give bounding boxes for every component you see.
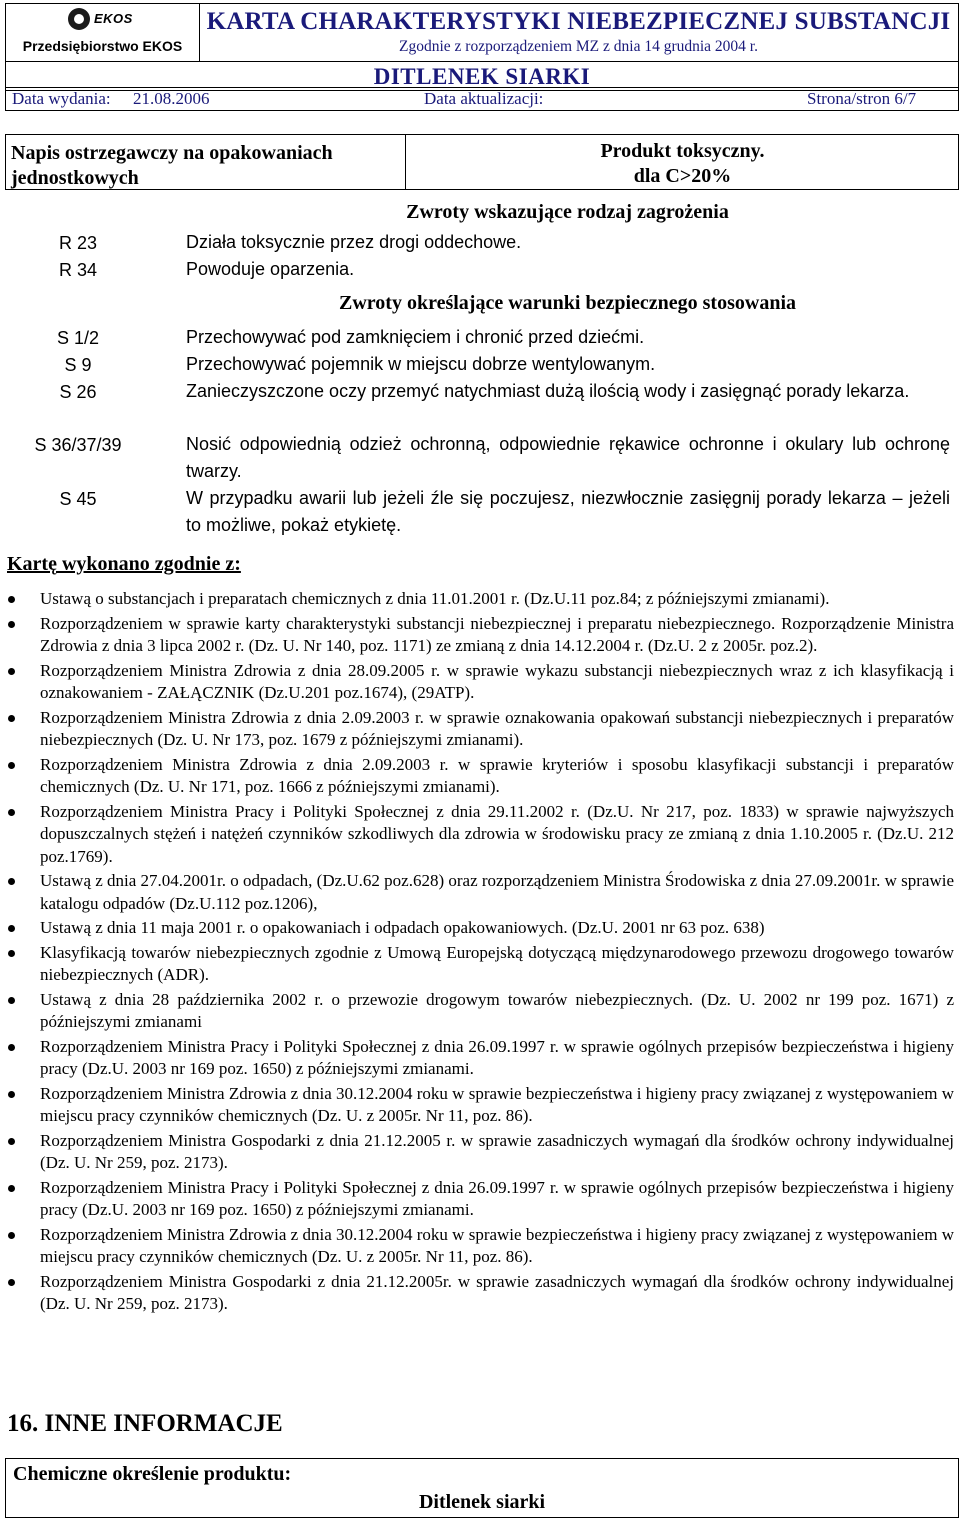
list-item: Rozporządzeniem Ministra Pracy i Polityki Społecznej z dnia 26.09.1997 r. w sprawie ogólnych przepisów bezpieczeństwa i higieny pracy (Dz.U. 2003 nr 169 poz. 1650) z późniejszymi zmianami. [0,1177,960,1222]
r-phrases-heading: Zwroty wskazujące rodzaj zagrożenia [406,201,729,223]
made-according-label: Kartę wykonano zgodnie z: [7,553,241,575]
s-phrase-text: Przechowywać pojemnik w miejscu dobrze wentylowanym. [186,354,656,374]
s-phrase-code: S 1/2 [56,328,100,348]
bullet-icon [8,668,15,675]
bullet-icon [8,809,15,816]
issue-date-label: Data wydania: [12,89,111,108]
regulations-list [0,588,960,1318]
bullet-icon [8,878,15,885]
list-item: Rozporządzeniem Ministra Zdrowia z dnia 28.09.2005 r. w sprawie wykazu substancji niebezpiecznych wraz z ich klasyfikacją i oznakowaniem - ZAŁĄCZNIK (Dz.U.201 poz.1674), (29ATP). [0,660,960,705]
chemical-name-label: Chemiczne określenie produktu: [13,1463,292,1485]
section-16-heading: 16. INNE INFORMACJE [7,1410,283,1437]
bullet-icon [8,1044,15,1051]
bullet-icon [8,925,15,932]
substance-name: DITLENEK SIARKI [373,64,591,89]
company-cell [6,4,200,61]
bullet-icon [8,621,15,628]
r-phrase-code: R 34 [58,260,98,280]
warning-product-line1: Produkt toksyczny. [600,140,765,162]
list-item: Ustawą o substancjach i preparatach chemicznych z dnia 11.01.2001 r. (Dz.U.11 poz.84; z późniejszymi zmianami). [0,588,960,611]
list-item: Rozporządzeniem Ministra Zdrowia z dnia 2.09.2003 r. w sprawie oznakowania opakowań substancji niebezpiecznych i preparatów niebezpiecznych (Dz. U. Nr 173, poz. 1679 z późniejszymi zmianami). [0,707,960,752]
s-phrase-code: S 26 [59,382,97,402]
list-item: Rozporządzeniem Ministra Zdrowia z dnia 30.12.2004 roku w sprawie bezpieczeństwa i higieny pracy związanej z występowaniem w miejscu pracy czynników chemicznych (Dz. U. z 2005r. Nr 11, poz. 86). [0,1083,960,1128]
s-phrases-heading: Zwroty określające warunki bezpiecznego stosowania [338,292,796,314]
bullet-icon [8,762,15,769]
s-phrase-code: S 36/37/39 [34,435,122,455]
s-phrase-code: S 9 [64,355,92,375]
ekos-logo [68,8,133,32]
list-item: Rozporządzeniem Ministra Zdrowia z dnia 30.12.2004 roku w sprawie bezpieczeństwa i higieny pracy związanej z występowaniem w miejscu pracy czynników chemicznych (Dz. U. z 2005r. Nr 11, poz. 86). [0,1224,960,1269]
list-item: Rozporządzeniem Ministra Gospodarki z dnia 21.12.2005 r. w sprawie zasadniczych wymagań dla środków ochrony indywidualnej (Dz. U. Nr 259, poz. 2173). [0,1130,960,1175]
logo-text: EKOS [94,11,133,26]
warning-product [407,139,958,189]
list-item: Ustawą z dnia 27.04.2001r. o odpadach, (Dz.U.62 poz.628) oraz rozporządzeniem Ministra Środowiska z dnia 27.09.2001r. w sprawie katalogu odpadów (Dz.U.112 poz.1206), [0,870,960,915]
warning-label: Napis ostrzegawczy na opakowaniach jednostkowych [6,135,406,189]
r-phrase-text: Działa toksycznie przez drogi oddechowe. [186,232,522,252]
list-item: Ustawą z dnia 11 maja 2001 r. o opakowaniach i odpadach opakowaniowych. (Dz.U. 2001 nr 63 poz. 638) [0,917,960,940]
s-phrase-text: Przechowywać pod zamknięciem i chronić przed dziećmi. [186,327,645,347]
list-item: Rozporządzeniem Ministra Zdrowia z dnia 2.09.2003 r. w sprawie kryteriów i sposobu klasyfikacji substancji i preparatów chemicznych (Dz. U. Nr 171, poz. 1666 z późniejszymi zmianami). [0,754,960,799]
list-item: Rozporządzeniem w sprawie karty charakterystyki substancji niebezpiecznej i preparatu niebezpiecznego. Rozporządzenie Ministra Zdrowia z dnia 3 lipca 2002 r. (Dz. U. Nr 140, poz. 1171) ze zmianą z dnia 14.12.2004 r. (Dz.U. 2 z 2005r. poz.2). [0,613,960,658]
chemical-name-value: Ditlenek siarki [418,1491,546,1513]
bullet-icon [8,596,15,603]
title-cell [199,4,958,61]
document-title: KARTA CHARAKTERYSTYKI NIEBEZPIECZNEJ SUBSTANCJI [206,8,951,35]
company-name: Przedsiębiorstwo EKOS [22,38,183,54]
bullet-icon [8,997,15,1004]
bullet-icon [8,715,15,722]
warning-product-line2: dla C>20% [633,165,732,187]
r-phrase-code: R 23 [58,233,98,253]
chemical-identification-box [5,1458,959,1518]
s-phrase-text: Nosić odpowiednią odzież ochronną, odpowiednie rękawice ochronne i okulary lub ochronę twarzy. [186,434,950,481]
s-phrase-code: S 45 [59,489,97,509]
warning-box [5,134,959,190]
bullet-icon [8,1138,15,1145]
bullet-icon [8,950,15,957]
list-item: Rozporządzeniem Ministra Gospodarki z dnia 21.12.2005r. w sprawie zasadniczych wymagań dla środków ochrony indywidualnej (Dz. U. Nr 259, poz. 2173). [0,1271,960,1316]
bullet-icon [8,1091,15,1098]
document-header [5,3,959,91]
list-item: Rozporządzeniem Ministra Pracy i Polityki Społecznej z dnia 29.11.2002 r. (Dz.U. Nr 217, poz. 1833) w sprawie najwyższych dopuszczalnych stężeń i natężeń czynników szkodliwych dla zdrowia w środowisku pracy ze zmianą z dnia 1.10.2005 r. (Dz.U. 212 poz.1769). [0,801,960,869]
document-subtitle: Zgodnie z rozporządzeniem MZ z dnia 14 grudnia 2004 r. [399,38,758,55]
s-phrase-text: W przypadku awarii lub jeżeli źle się poczujesz, niezwłocznie zasięgnij porady lekarza – jeżeli to możliwe, pokaż etykietę. [186,488,950,535]
update-date-label: Data aktualizacji: [424,89,544,108]
ekos-logo-icon [68,8,90,30]
list-item: Rozporządzeniem Ministra Pracy i Polityki Społecznej z dnia 26.09.1997 r. w sprawie ogólnych przepisów bezpieczeństwa i higieny pracy (Dz.U. 2003 nr 169 poz. 1650) z późniejszymi zmianami. [0,1036,960,1081]
s-phrase-text: Zanieczyszczone oczy przemyć natychmiast dużą ilością wody i zasięgnąć porady lekarza. [186,381,910,401]
issue-date: 21.08.2006 [133,89,210,108]
page-number: Strona/stron 6/7 [807,89,917,108]
list-item: Ustawą z dnia 28 października 2002 r. o przewozie drogowym towarów niebezpiecznych. (Dz. U. 2002 nr 199 poz. 1671) z późniejszymi zmianami [0,989,960,1034]
list-item: Klasyfikacją towarów niebezpiecznych zgodnie z Umową Europejską dotyczącą międzynarodowego przewozu drogowego towarów niebezpiecznych (ADR). [0,942,960,987]
r-phrase-text: Powoduje oparzenia. [186,259,355,279]
bullet-icon [8,1232,15,1239]
bullet-icon [8,1279,15,1286]
bullet-icon [8,1185,15,1192]
